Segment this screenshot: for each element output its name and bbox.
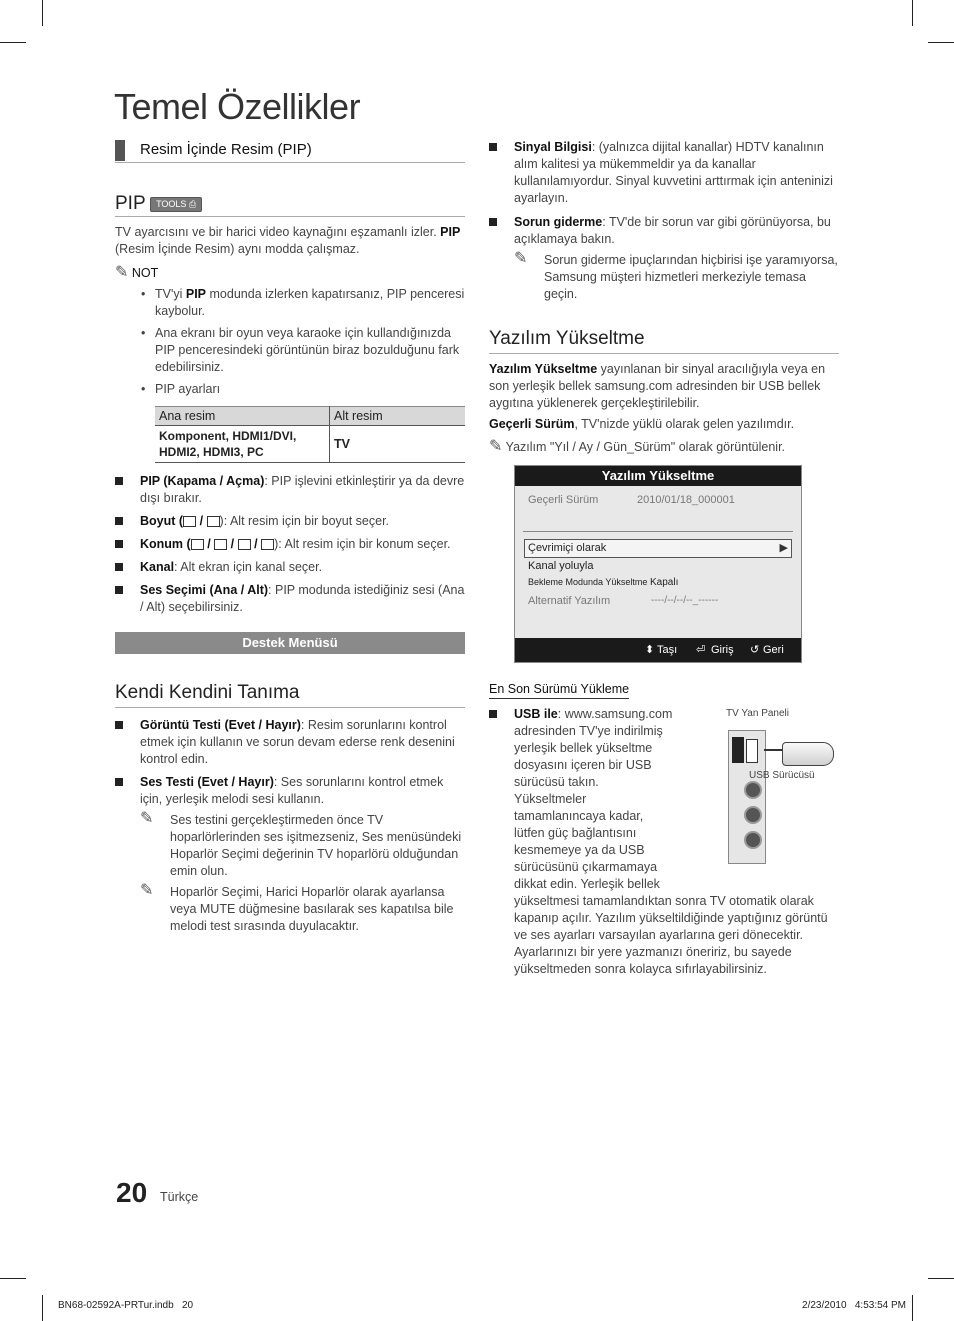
bullet-text: : PIP modunda istediğiniz sesi (Ana / Alt) seçebilirsiniz. [140, 583, 465, 614]
osd-footer [515, 638, 801, 662]
list-item [489, 214, 839, 248]
pencil-icon: ✎ [489, 438, 503, 455]
note-text: PIP ayarları [155, 382, 221, 396]
crop-mark [928, 1278, 954, 1279]
pencil-icon: ✎ [140, 810, 154, 827]
osd-standby-value: Kapalı [650, 577, 679, 588]
divider [489, 353, 839, 354]
osd-item-channel[interactable]: Kanal yoluyla [528, 560, 594, 572]
bullet-text: : TV'de bir sorun var gibi görünüyorsa, bu açıklamaya bakın. [514, 215, 831, 246]
osd-alt-label: Alternatif Yazılım [528, 595, 611, 607]
square-bullet [489, 218, 497, 226]
usb-bold: USB ile [514, 707, 558, 721]
size-small-icon [207, 516, 220, 527]
page-number: 20 [116, 1177, 148, 1208]
position-top-right-icon [214, 539, 227, 550]
sound-note [115, 884, 465, 935]
usb-drive-label: USB Sürücüsü [749, 770, 815, 781]
list-item: Konum ( / / / ): Alt resim için bir konum seçer. [115, 536, 465, 553]
tools-icon: ⎙ [188, 199, 197, 210]
square-bullet [115, 778, 123, 786]
list-item [115, 473, 465, 507]
list-item [115, 774, 465, 808]
list-item: Boyut ( / ): Alt resim için bir boyut seçer. [115, 513, 465, 530]
bullet-text: ): Alt resim için bir boyut seçer. [219, 514, 390, 528]
osd-alt-value: ----/--/--/--_------ [651, 595, 719, 606]
note-list [115, 286, 465, 463]
bullet-bold: Ses Seçimi (Ana / Alt) [140, 583, 269, 597]
tools-badge [150, 197, 202, 212]
note-text: Sorun giderme ipuçlarından hiçbirisi işe yaramıyorsa, Samsung müşteri hizmetleri merkeziyle temasa geçin. [544, 253, 838, 301]
crop-mark [42, 0, 43, 26]
table-header: Alt resim [330, 407, 466, 426]
av-jack [744, 781, 762, 799]
usb-description: : www.samsung.com adresinden TV'ye indirilmiş yerleşik bellek yükseltme dosyasını içeren bir USB sürücüsü takın. Yükseltmeler tamamlanıncaya kadar, lütfen güç bağlantısını kesmemeye ya da USB sürücüsünü çıkarmamaya dikkat edin. Yerleşik bellek yükseltmesi tamamlandıktan sonra TV otomatik olarak kapanıp açılır. Yazılım yükseltildiğinde yaptığınız görüntü ve ses ayarları varsayılan ayarlarına geri dönecektir. Ayarlarınızı bir yere yazmanızı öneririz, bu sayede yükseltmeden sonra kolayca sıfırlayabilirsiniz. [514, 707, 828, 976]
footer-file: BN68-02592A-PRTur.indb 20 [58, 1300, 194, 1311]
list-item [115, 559, 465, 576]
usb-diagram [674, 706, 839, 886]
latest-version-heading [489, 682, 629, 699]
page-language: Türkçe [160, 1190, 199, 1204]
bullet-bold: Sorun giderme [514, 215, 603, 229]
trouble-note [489, 252, 839, 303]
osd-item-online[interactable] [524, 539, 792, 558]
bullet-dot: • [141, 287, 146, 301]
bullet-bold: Görüntü Testi (Evet / Hayır) [140, 718, 301, 732]
position-bottom-left-icon [191, 539, 204, 550]
square-bullet [115, 721, 123, 729]
pencil-icon: ✎ [140, 882, 154, 899]
tools-label: TOOLS [156, 199, 187, 210]
bullet-text: : Alt ekran için kanal seçer. [174, 560, 323, 574]
right-column [489, 139, 839, 456]
osd-current-value: 2010/01/18_000001 [637, 494, 735, 506]
left-column [115, 140, 465, 935]
crop-mark [912, 1295, 913, 1321]
usb-drive-icon [782, 742, 834, 766]
bullet-text: : Resim sorunlarını kontrol etmek için kullanın ve sorun devam ederse renk desenini kontrol edin. [140, 718, 455, 766]
table-cell: TV [330, 426, 466, 463]
list-item [115, 582, 465, 616]
usb-section [489, 706, 839, 978]
note-label: NOT [131, 266, 159, 280]
crop-mark [912, 0, 913, 26]
size-large-icon [183, 516, 196, 527]
note-text: Ana ekranı bir oyun veya karaoke için kullandığınızda PIP penceresindeki görüntünün biraz bozulduğunu fark edebilirsiniz. [155, 326, 460, 374]
bullet-bold: Kanal [140, 560, 175, 574]
square-bullet [489, 710, 497, 718]
table-header: Ana resim [155, 407, 330, 426]
version-note [489, 438, 839, 456]
intro-text: TV ayarcısını ve bir harici video kaynağını eşzamanlı izler. [115, 225, 437, 239]
tv-panel-label: TV Yan Paneli [726, 708, 790, 719]
pip-table [155, 406, 465, 463]
self-diagnosis-title: Kendi Kendini Tanıma [115, 682, 300, 703]
pip-bullets [115, 473, 465, 616]
square-bullet [115, 586, 123, 594]
page-title: Temel Özellikler [114, 86, 361, 127]
footer-date: 2/23/2010 4:53:54 PM [802, 1300, 906, 1311]
current-version [489, 416, 839, 433]
square-bullet [115, 517, 123, 525]
position-bottom-right-icon [261, 539, 274, 550]
note-bold: PIP [185, 287, 207, 301]
bullet-dot: • [141, 326, 146, 340]
support-menu-bar: Destek Menüsü [115, 632, 465, 654]
latest-version-title: En Son Sürümü Yükleme [489, 682, 629, 699]
bullet-bold: Boyut [140, 514, 176, 528]
table-row [155, 426, 465, 463]
move-icon: ⬍ [645, 644, 655, 656]
note-item [141, 325, 465, 376]
bullet-dot: • [141, 382, 146, 396]
bullet-text: : Ses sorunlarını kontrol etmek için, yerleşik melodi sesi kullanın. [140, 775, 444, 806]
note-item [141, 381, 465, 398]
sw-intro-bold: Yazılım Yükseltme [489, 362, 598, 376]
osd-foot-enter: Giriş [711, 644, 734, 656]
note-text: TV'yi [155, 287, 183, 301]
enter-icon: ⏎ [696, 644, 706, 656]
osd-item-label: Çevrimiçi olarak [528, 542, 607, 554]
table-header-row [155, 407, 465, 426]
list-item [115, 717, 465, 768]
note-text: Yazılım "Yıl / Ay / Gün_Sürüm" olarak görüntülenir. [505, 440, 786, 454]
note-text: Ses testini gerçekleştirmeden önce TV hoparlörlerinden ses işitmezseniz, Ses menüsündeki Hoparlör Seçimi değerinin TV hoparlörü olduğundan emin olun. [170, 813, 462, 878]
return-icon: ↺ [750, 644, 760, 656]
square-bullet [115, 540, 123, 548]
software-upgrade-osd [514, 465, 802, 663]
list-item [489, 139, 839, 207]
osd-current-label: Geçerli Sürüm [528, 494, 599, 506]
section-header [115, 140, 465, 162]
av-jack [744, 806, 762, 824]
table-cell: Komponent, HDMI1/DVI, HDMI2, HDMI3, PC [155, 426, 330, 463]
square-bullet [115, 563, 123, 571]
bullet-bold: Sinyal Bilgisi [514, 140, 592, 154]
section-title: Resim İçinde Resim (PIP) [140, 141, 312, 158]
section-marker [115, 140, 125, 161]
pip-heading-row [115, 193, 465, 213]
osd-divider [523, 531, 793, 532]
note-text: modunda izlerken kapatırsanız, PIP penceresi kaybolur. [155, 287, 465, 318]
usb-port-icon [732, 737, 744, 763]
usb-cable [764, 749, 784, 751]
arrow-right-icon: ▶ [779, 542, 788, 554]
osd-foot-move: Taşı [657, 644, 678, 656]
sw-intro [489, 361, 839, 412]
bullet-bold: Ses Testi (Evet / Hayır) [140, 775, 274, 789]
osd-foot-back: Geri [763, 644, 784, 656]
bullet-text: : (yalnızca dijital kanallar) HDTV kanalının alım kalitesi ya mükemmeldir ya da kanallar kullanılamıyordur. Sinyal kuvvetini arttırmak için anteninizi ayarlayın. [514, 140, 833, 205]
divider [115, 162, 465, 163]
crop-mark [0, 42, 26, 43]
pencil-icon: ✎ [115, 264, 129, 281]
osd-title: Yazılım Yükseltme [515, 466, 801, 486]
pip-heading: PIP [115, 193, 146, 214]
note-text: Hoparlör Seçimi, Harici Hoparlör olarak ayarlansa veya MUTE düğmesine basılarak ses kapatılsa bile melodi test sırasında duyulacaktır. [170, 885, 454, 933]
usb-slot [746, 739, 758, 763]
crop-mark [928, 42, 954, 43]
bullet-bold: Konum [140, 537, 184, 551]
position-top-left-icon [238, 539, 251, 550]
software-upgrade-title: Yazılım Yükseltme [489, 328, 645, 349]
divider [115, 707, 465, 708]
av-jack [744, 831, 762, 849]
note-header [115, 264, 465, 282]
note-item [141, 286, 465, 320]
bullet-bold: PIP (Kapama / Açma) [140, 474, 265, 488]
pip-intro [115, 224, 465, 258]
square-bullet [489, 143, 497, 151]
pencil-icon: ✎ [514, 250, 528, 267]
osd-standby-label[interactable]: Bekleme Modunda Yükseltme [528, 577, 648, 587]
sw-intro-text: yayınlanan bir sinyal aracılığıyla veya en son yerleşik bellek samsung.com adresinden bir USB bellek aygıtına yüklenerek gerçekleştirilebilir. [489, 362, 826, 410]
intro-text-2: (Resim İçinde Resim) aynı modda çalışmaz. [115, 242, 360, 256]
sound-note [115, 812, 465, 880]
crop-mark [0, 1278, 26, 1279]
intro-bold: PIP [440, 225, 461, 239]
current-text: , TV'nizde yüklü olarak gelen yazılımdır. [574, 417, 795, 431]
crop-mark [42, 1295, 43, 1321]
current-bold: Geçerli Sürüm [489, 417, 575, 431]
tv-side-panel [728, 730, 766, 864]
divider [115, 216, 465, 217]
self-diag-bullets [115, 717, 465, 935]
square-bullet [115, 477, 123, 485]
bullet-text: ): Alt resim için bir konum seçer. [274, 537, 451, 551]
bullet-text: : PIP işlevini etkinleştirir ya da devre dışı bırakır. [140, 474, 465, 505]
